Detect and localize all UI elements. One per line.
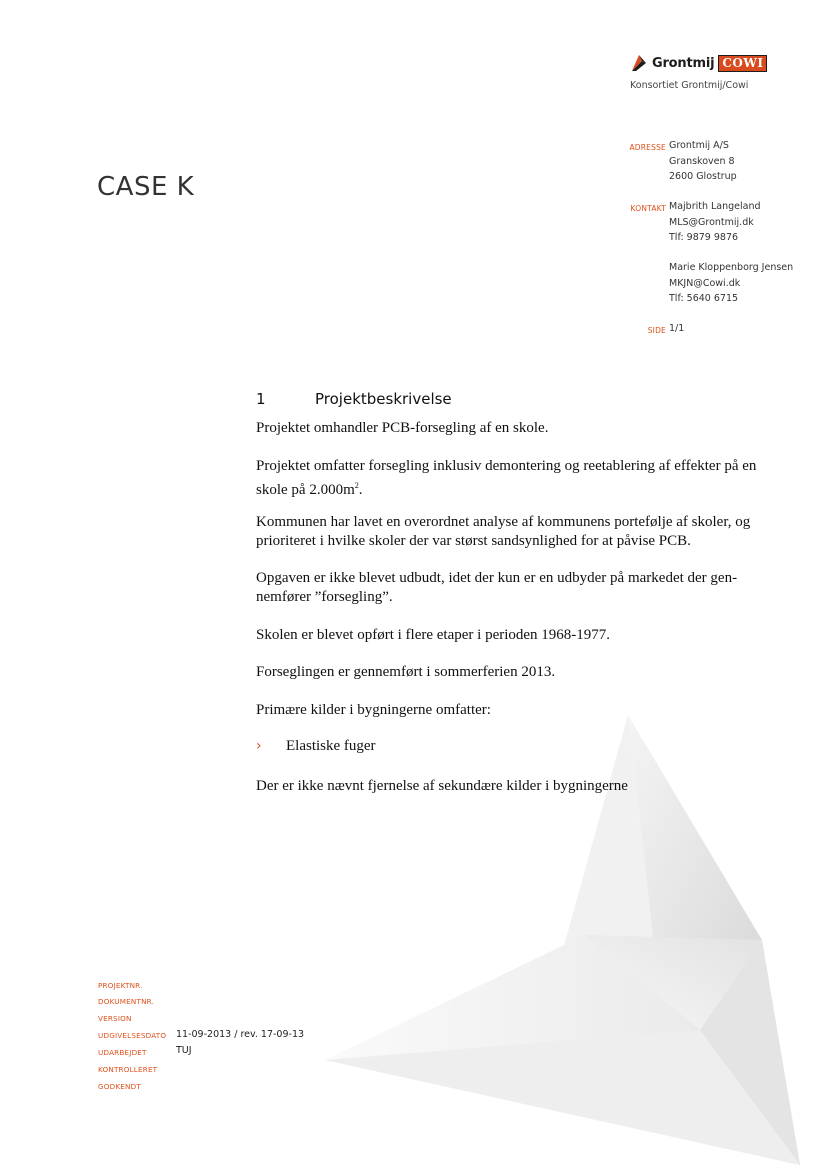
- kontakt-email: MKJN@Cowi.dk: [669, 277, 741, 289]
- version-label: VERSION: [98, 1014, 132, 1023]
- kontakt-block-2: [669, 260, 793, 307]
- kontakt-label: KONTAKT: [630, 204, 666, 213]
- paragraph-2: [256, 457, 776, 500]
- adresse-line: Granskoven 8: [669, 155, 735, 167]
- kontakt-email: MLS@Grontmij.dk: [669, 216, 754, 228]
- paragraph-7: Primære kilder i bygningerne omfatter:: [256, 702, 491, 718]
- paragraph-4: Opgaven er ikke blevet udbudt, idet der kun er en udbyder på markedet der gen-nemfører ”forsegling”.: [256, 570, 738, 605]
- logo-grontmij-text: Grontmij: [652, 55, 715, 71]
- paragraph-3: Kommunen har lavet en overordnet analyse af kommunens portefølje af skoler, og prioriteret i hvilke skoler der var størst sandsynlighed for at påvise PCB.: [256, 514, 751, 549]
- kontakt-block-1: [669, 199, 761, 246]
- side-label: SIDE: [647, 326, 666, 335]
- dokumentnr-label: DOKUMENTNR.: [98, 997, 155, 1006]
- kontrolleret-label: KONTROLLERET: [98, 1065, 158, 1074]
- grontmij-logo-icon: [630, 53, 648, 73]
- paragraph-8: Der er ikke nævnt fjernelse af sekundære kilder i bygningerne: [256, 778, 628, 794]
- udgivelsesdato-value: 11-09-2013 / rev. 17-09-13: [176, 1029, 305, 1040]
- paragraph-6: Forseglingen er gennemført i sommerferien 2013.: [256, 664, 556, 680]
- kontakt-phone: Tlf: 9879 9876: [669, 232, 739, 243]
- kontakt-phone: Tlf: 5640 6715: [669, 293, 739, 304]
- paragraph-2-end: .: [358, 482, 363, 498]
- bullet-chevron-icon: ›: [256, 738, 262, 754]
- case-title: CASE K: [97, 172, 195, 202]
- kontakt-name: Marie Kloppenborg Jensen: [669, 262, 794, 273]
- bullet-item: Elastiske fuger: [286, 738, 376, 754]
- adresse-line: 2600 Glostrup: [669, 171, 737, 182]
- paragraph-5: Skolen er blevet opført i flere etaper i perioden 1968-1977.: [256, 627, 611, 643]
- godkendt-label: GODKENDT: [98, 1082, 141, 1091]
- udarbejdet-value: TUJ: [176, 1045, 192, 1056]
- udarbejdet-label: UDARBEJDET: [98, 1048, 147, 1057]
- adresse-block: [669, 138, 737, 185]
- section-title: Projektbeskrivelse: [315, 390, 452, 408]
- konsortiet-text: Konsortiet Grontmij/Cowi: [630, 80, 749, 91]
- projektnr-label: PROJEKTNR.: [98, 981, 143, 990]
- paragraph-2-superscript: 2: [354, 481, 359, 490]
- adresse-line: Grontmij A/S: [669, 140, 729, 151]
- udgivelsesdato-label: UDGIVELSESDATO: [98, 1031, 167, 1040]
- paragraph-1: Projektet omhandler PCB-forsegling af en skole.: [256, 420, 549, 436]
- section-number: 1: [256, 390, 266, 408]
- logo-cowi-text: COWI: [718, 55, 767, 72]
- grontmij-cowi-logo: [630, 52, 767, 74]
- side-value: 1/1: [669, 323, 685, 334]
- paragraph-2-text: Projektet omfatter forsegling inklusiv demontering og reetablering af effekter på en skole på 2.000m: [256, 458, 757, 498]
- adresse-label: ADRESSE: [629, 143, 666, 152]
- kontakt-name: Majbrith Langeland: [669, 201, 761, 212]
